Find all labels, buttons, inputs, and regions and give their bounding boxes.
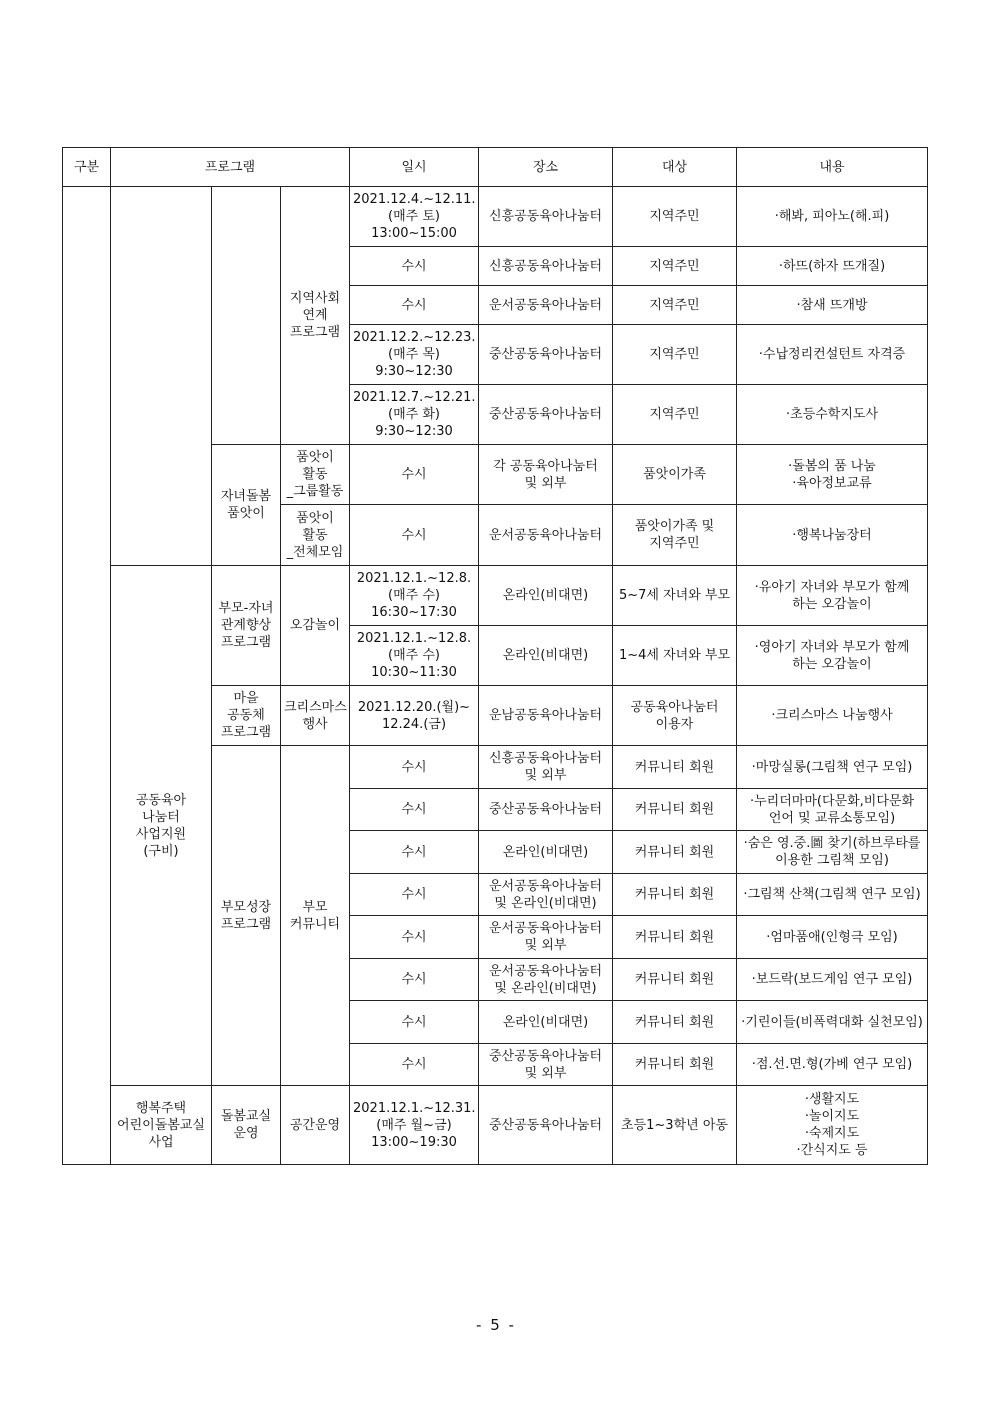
group-care-class: 돌봄교실 운영 [212, 1086, 281, 1165]
group-parent-child: 부모-자녀 관계향상 프로그램 [212, 566, 281, 686]
place-cell: 운서공동육아나눔터 및 외부 [479, 916, 613, 959]
date-cell: 2021.12.4.~12.11. (매주 토) 13:00~15:00 [350, 187, 479, 247]
schedule-table [62, 147, 928, 1165]
target-cell: 커뮤니티 회원 [613, 789, 737, 831]
place-cell: 중산공동육아나눔터 [479, 325, 613, 385]
date-cell: 2021.12.1.~12.8. (매주 수) 16:30~17:30 [350, 566, 479, 626]
group-poomasi-all: 품앗이 활동 _전체모임 [281, 505, 350, 566]
target-cell: 커뮤니티 회원 [613, 1001, 737, 1044]
place-cell: 각 공동육아나눔터 및 외부 [479, 445, 613, 505]
group-parent-community: 부모 커뮤니티 [281, 746, 350, 1086]
header-place: 장소 [479, 148, 613, 187]
target-cell: 커뮤니티 회원 [613, 916, 737, 959]
header-row [63, 148, 928, 187]
place-cell: 중산공동육아나눔터 및 외부 [479, 1044, 613, 1086]
group-regional: 지역사회 연계 프로그램 [281, 187, 350, 445]
content-cell: ·해봐, 피아노(해.피) [737, 187, 928, 247]
date-cell: 수시 [350, 789, 479, 831]
target-cell: 지역주민 [613, 187, 737, 247]
content-cell: ·누리더마마(다문화,비다문화 언어 및 교류소통모임) [737, 789, 928, 831]
program-blank-cell [111, 187, 212, 566]
group-happy-house: 행복주택 어린이돌봄교실 사업 [111, 1086, 212, 1165]
date-cell: 수시 [350, 505, 479, 566]
content-cell: ·영아기 자녀와 부모가 함께 하는 오감놀이 [737, 626, 928, 686]
date-cell: 수시 [350, 916, 479, 959]
content-cell: ·돌봄의 품 나눔 ·육아정보교류 [737, 445, 928, 505]
place-cell: 운남공동육아나눔터 [479, 686, 613, 746]
date-cell: 2021.12.2.~12.23. (매주 목) 9:30~12:30 [350, 325, 479, 385]
place-cell: 신흥공동육아나눔터 [479, 247, 613, 286]
date-cell: 수시 [350, 959, 479, 1001]
target-cell: 초등1~3학년 아동 [613, 1086, 737, 1165]
target-cell: 품앗이가족 및 지역주민 [613, 505, 737, 566]
date-cell: 수시 [350, 831, 479, 874]
group-poomasi-group: 품앗이 활동 _그룹활동 [281, 445, 350, 505]
content-cell: ·그림책 산책(그림책 연구 모임) [737, 874, 928, 916]
target-cell: 5~7세 자녀와 부모 [613, 566, 737, 626]
target-cell: 커뮤니티 회원 [613, 959, 737, 1001]
target-cell: 커뮤니티 회원 [613, 746, 737, 789]
place-cell: 중산공동육아나눔터 [479, 1086, 613, 1165]
content-cell: ·수납정리컨설턴트 자격증 [737, 325, 928, 385]
content-cell: ·초등수학지도사 [737, 385, 928, 445]
group-parent-growth: 부모성장 프로그램 [212, 746, 281, 1086]
header-program: 프로그램 [111, 148, 350, 187]
date-cell: 수시 [350, 286, 479, 325]
target-cell: 지역주민 [613, 286, 737, 325]
content-cell: ·숨은 영.중.圖 찾기(하브루타를 이용한 그림책 모임) [737, 831, 928, 874]
date-cell: 수시 [350, 746, 479, 789]
target-cell: 품앗이가족 [613, 445, 737, 505]
target-cell: 커뮤니티 회원 [613, 1044, 737, 1086]
target-cell: 커뮤니티 회원 [613, 831, 737, 874]
date-cell: 2021.12.1.~12.8. (매주 수) 10:30~11:30 [350, 626, 479, 686]
date-cell: 2021.12.1.~12.31. (매주 월~금) 13:00~19:30 [350, 1086, 479, 1165]
group-village: 마을 공동체 프로그램 [212, 686, 281, 746]
content-cell: ·생활지도 ·놀이지도 ·숙제지도 ·간식지도 등 [737, 1086, 928, 1165]
date-cell: 수시 [350, 874, 479, 916]
header-date: 일시 [350, 148, 479, 187]
group-child-care-poomasi: 자녀돌봄 품앗이 [212, 445, 281, 566]
content-cell: ·마망실롱(그림책 연구 모임) [737, 746, 928, 789]
content-cell: ·참새 뜨개방 [737, 286, 928, 325]
place-cell: 중산공동육아나눔터 [479, 789, 613, 831]
target-cell: 지역주민 [613, 325, 737, 385]
date-cell: 수시 [350, 247, 479, 286]
content-cell: ·엄마품애(인형극 모임) [737, 916, 928, 959]
date-cell: 2021.12.20.(월)~ 12.24.(금) [350, 686, 479, 746]
content-cell: ·기린이들(비폭력대화 실천모임) [737, 1001, 928, 1044]
place-cell: 운서공동육아나눔터 [479, 286, 613, 325]
header-category: 구분 [63, 148, 111, 187]
target-cell: 커뮤니티 회원 [613, 874, 737, 916]
content-cell: ·보드락(보드게임 연구 모임) [737, 959, 928, 1001]
target-cell: 지역주민 [613, 385, 737, 445]
place-cell: 운서공동육아나눔터 및 온라인(비대면) [479, 874, 613, 916]
place-cell: 신흥공동육아나눔터 [479, 187, 613, 247]
table-row [63, 566, 928, 626]
target-cell: 1~4세 자녀와 부모 [613, 626, 737, 686]
content-cell: ·행복나눔장터 [737, 505, 928, 566]
group-main-project: 공동육아 나눔터 사업지원 (구비) [111, 566, 212, 1086]
header-content: 내용 [737, 148, 928, 187]
target-cell: 지역주민 [613, 247, 737, 286]
date-cell: 수시 [350, 445, 479, 505]
header-target: 대상 [613, 148, 737, 187]
table-row [63, 187, 928, 247]
page-number: - 5 - [476, 1316, 516, 1334]
place-cell: 온라인(비대면) [479, 831, 613, 874]
program-blank-cell-2 [212, 187, 281, 445]
place-cell: 온라인(비대면) [479, 566, 613, 626]
place-cell: 중산공동육아나눔터 [479, 385, 613, 445]
target-cell: 공동육아나눔터 이용자 [613, 686, 737, 746]
date-cell: 수시 [350, 1044, 479, 1086]
place-cell: 온라인(비대면) [479, 626, 613, 686]
group-christmas: 크리스마스 행사 [281, 686, 350, 746]
place-cell: 운서공동육아나눔터 및 온라인(비대면) [479, 959, 613, 1001]
table-row [63, 1086, 928, 1165]
content-cell: ·점.선.면.형(가베 연구 모임) [737, 1044, 928, 1086]
place-cell: 운서공동육아나눔터 [479, 505, 613, 566]
date-cell: 2021.12.7.~12.21. (매주 화) 9:30~12:30 [350, 385, 479, 445]
group-space-operation: 공간운영 [281, 1086, 350, 1165]
content-cell: ·하뜨(하자 뜨개질) [737, 247, 928, 286]
group-five-senses: 오감놀이 [281, 566, 350, 686]
category-cell [63, 187, 111, 1165]
content-cell: ·유아기 자녀와 부모가 함께 하는 오감놀이 [737, 566, 928, 626]
content-cell: ·크리스마스 나눔행사 [737, 686, 928, 746]
place-cell: 온라인(비대면) [479, 1001, 613, 1044]
date-cell: 수시 [350, 1001, 479, 1044]
place-cell: 신흥공동육아나눔터 및 외부 [479, 746, 613, 789]
